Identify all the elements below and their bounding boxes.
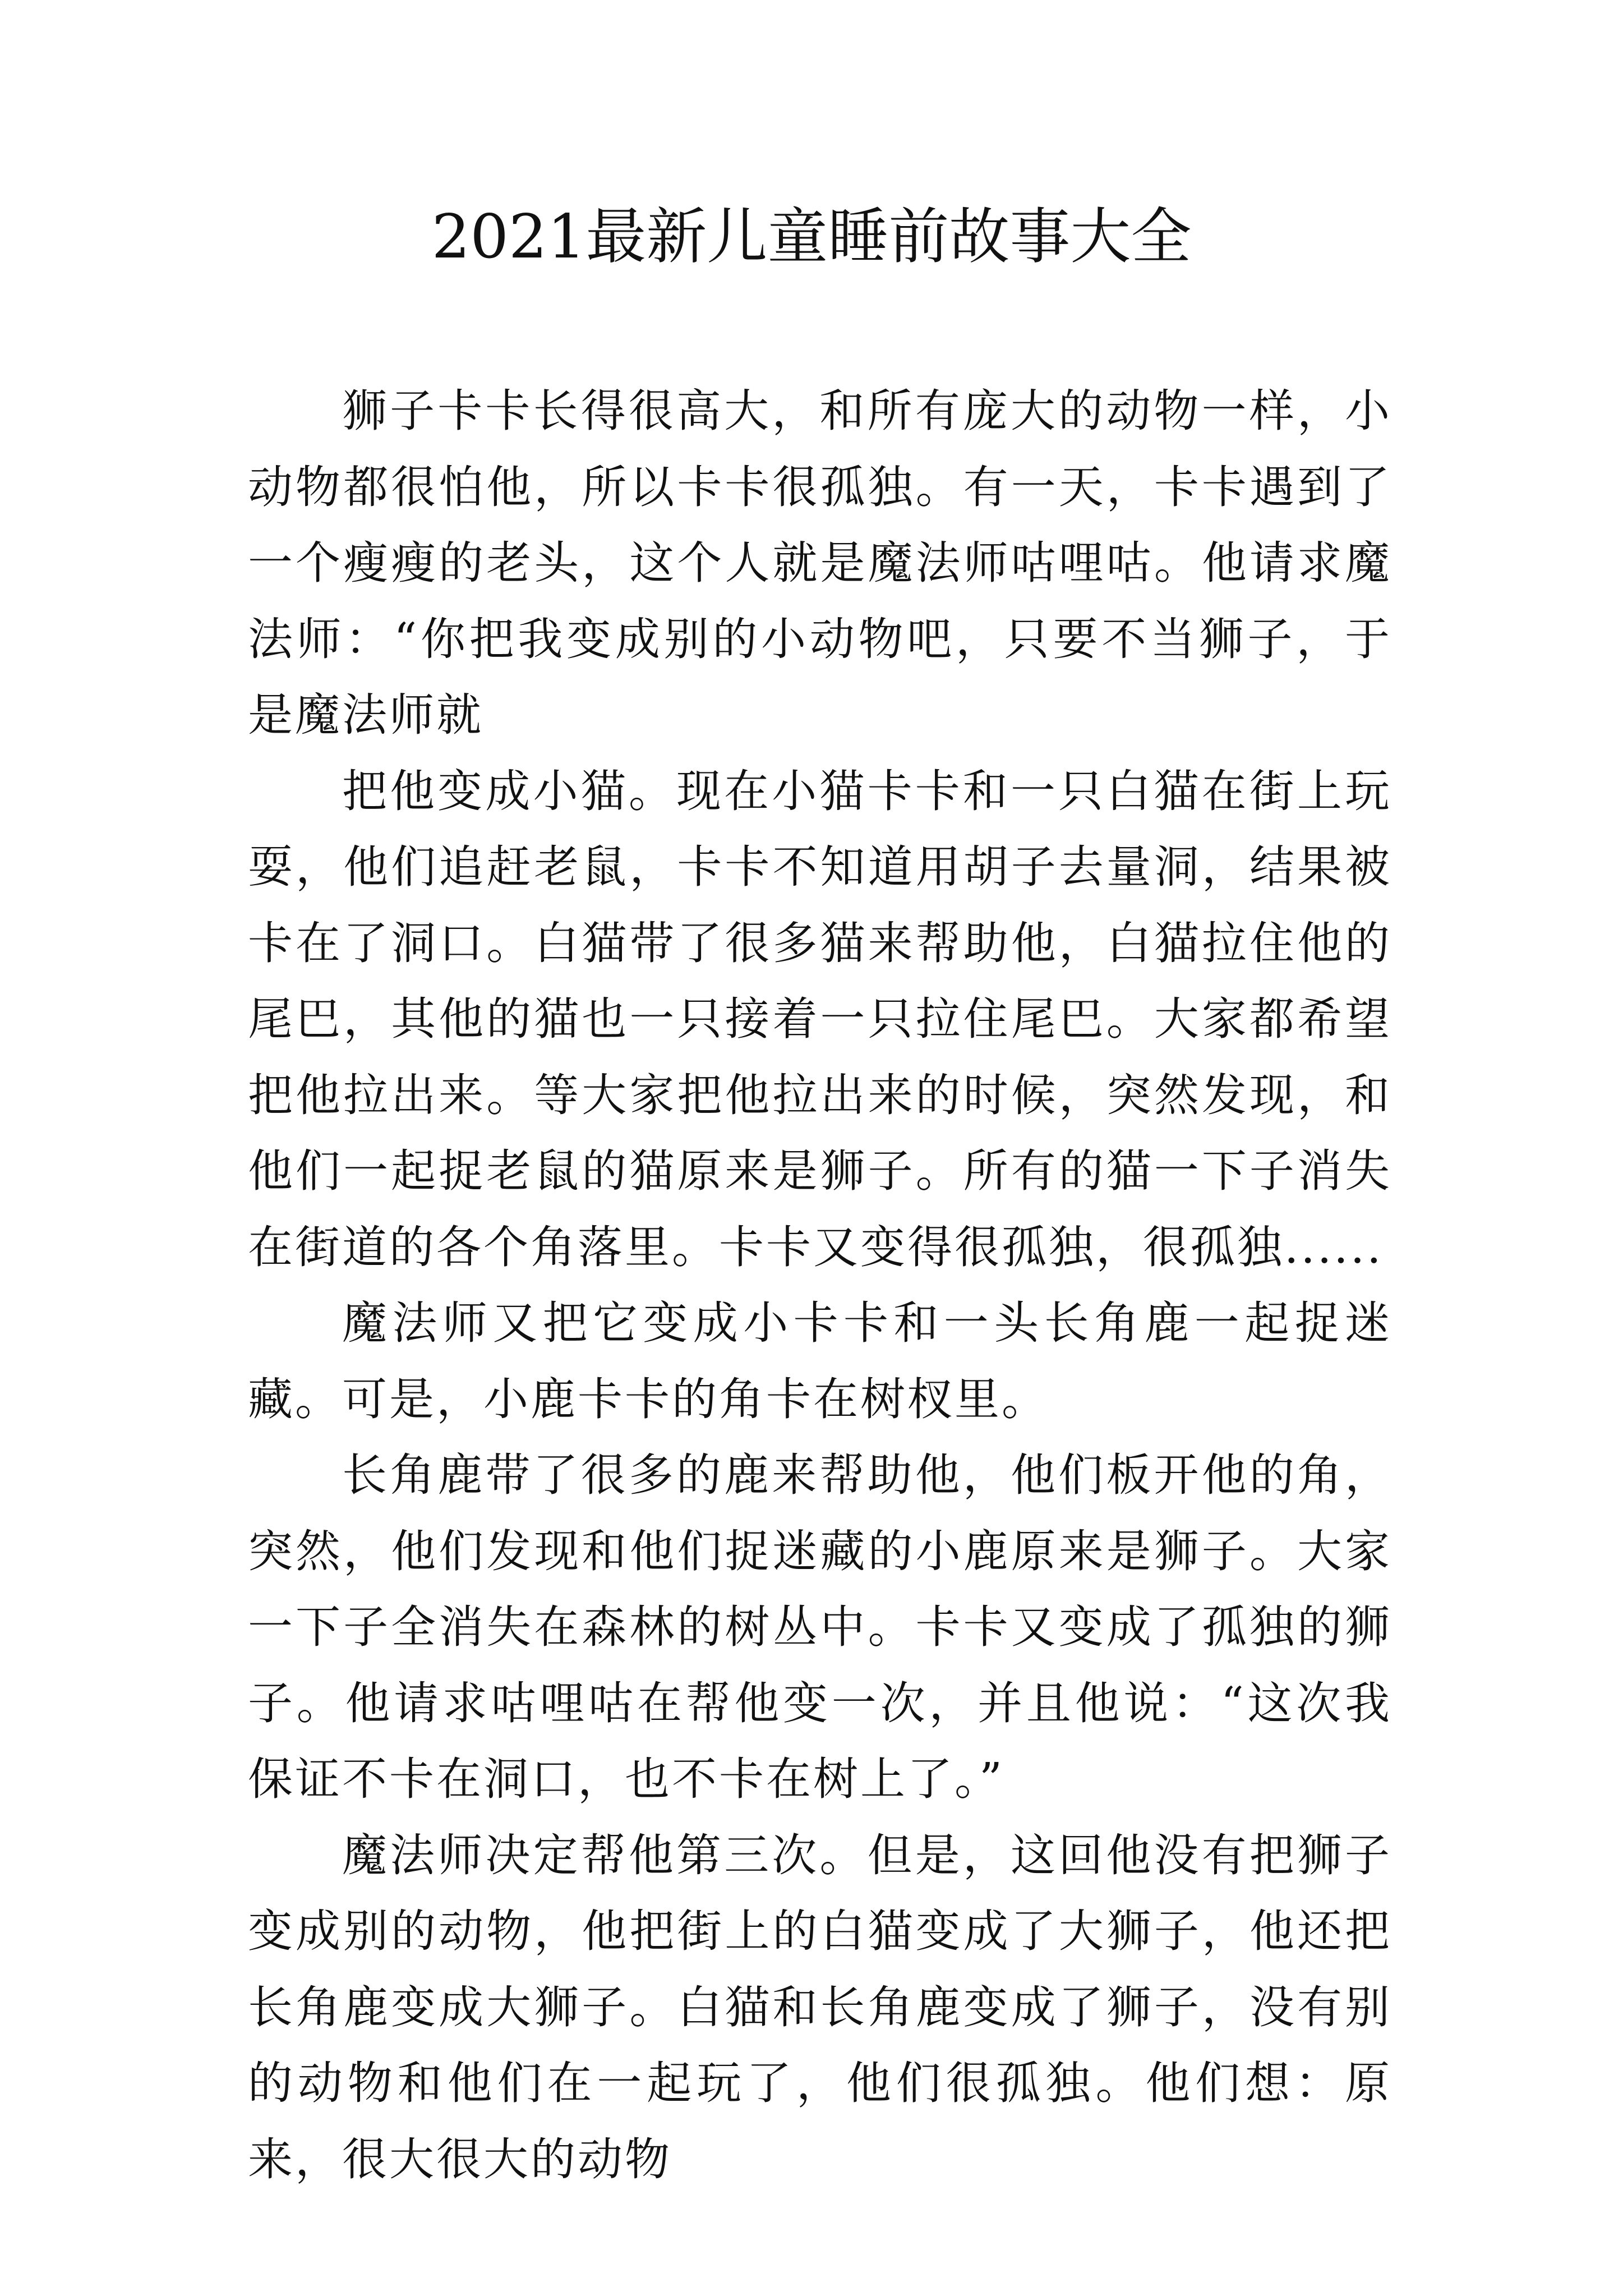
story-paragraph-2: 把他变成小猫。现在小猫卡卡和一只白猫在街上玩耍，他们追赶老鼠，卡卡不知道用胡子去量洞，结果被卡在了洞口。白猫带了很多猫来帮助他，白猫拉住他的尾巴，其他的猫也一只接着一只拉住尾巴。大家都希望把他拉出来。等大家把他拉出来的时候，突然发现，和他们一起捉老鼠的猫原来是狮子。所有的猫一下子消失在街道的各个角落里。卡卡又变得很孤独，很孤独...... [248,765,1392,1273]
story-paragraph-5: 魔法师决定帮他第三次。但是，这回他没有把狮子变成别的动物，他把街上的白猫变成了大狮子，他还把长角鹿变成大狮子。白猫和长角鹿变成了狮子，没有别的动物和他们在一起玩了，他们很孤独。他们想：原来，很大很大的动物 [248,1829,1392,2185]
story-paragraph-3: 魔法师又把它变成小卡卡和一头长角鹿一起捉迷藏。可是，小鹿卡卡的角卡在树杈里。 [248,1297,1392,1425]
story-paragraph-1: 狮子卡卡长得很高大，和所有庞大的动物一样，小动物都很怕他，所以卡卡很孤独。有一天，卡卡遇到了一个瘦瘦的老头，这个人就是魔法师咕哩咕。他请求魔法师：“你把我变成别的小动物吧，只要不当狮子，于是魔法师就 [248,385,1392,741]
document-title: 2021最新儿童睡前故事大全 [431,202,1192,272]
story-paragraph-4: 长角鹿带了很多的鹿来帮助他，他们板开他的角，突然，他们发现和他们捉迷藏的小鹿原来是狮子。大家一下子全消失在森林的树丛中。卡卡又变成了孤独的狮子。他请求咕哩咕在帮他变一次，并且他说：“这次我保证不卡在洞口，也不卡在树上了。” [248,1449,1392,1805]
story-body [248,373,1392,2197]
